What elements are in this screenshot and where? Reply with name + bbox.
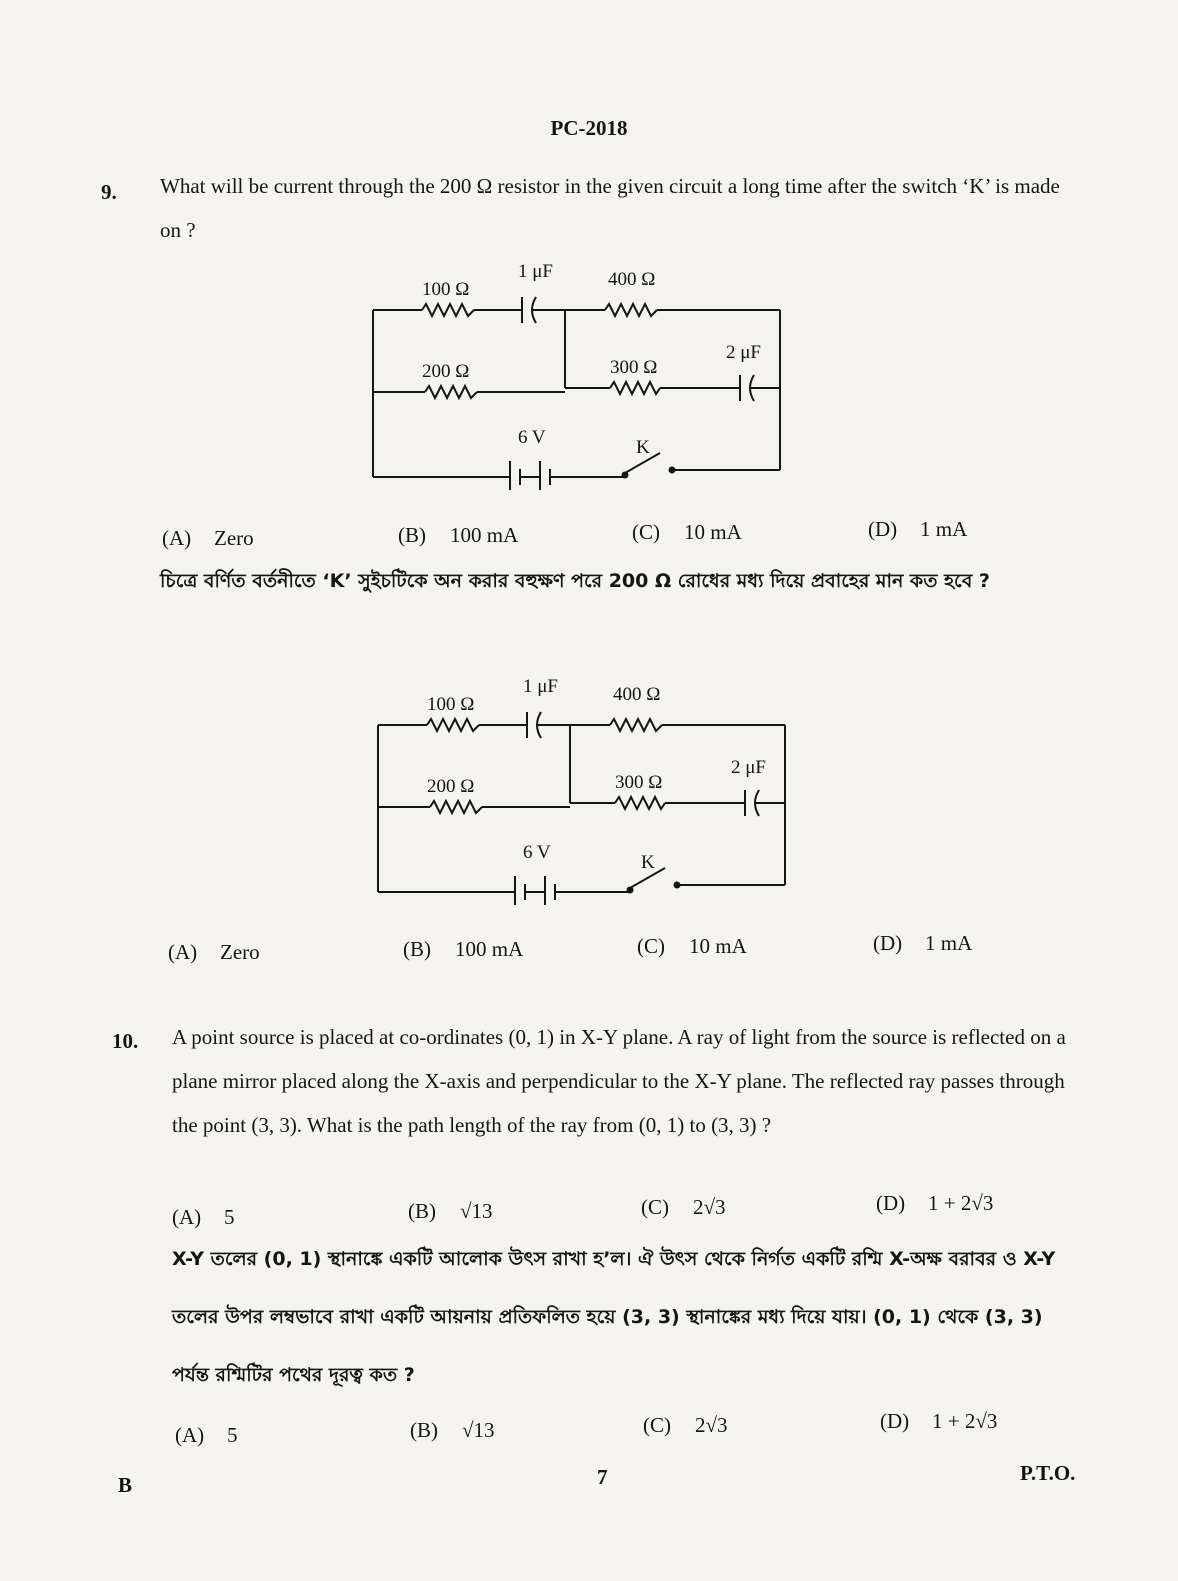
circuit-bn-label-100: 100 Ω: [427, 694, 475, 715]
circuit-en-label-1uf: 1 μF: [518, 261, 554, 282]
circuit-bn-label-k: K: [641, 852, 655, 873]
q10-en-option-d: (D) 1 + 2√3: [876, 1191, 994, 1215]
q9-en-option-b: (B) 100 mA: [398, 523, 519, 547]
circuit-en-label-400: 400 Ω: [608, 269, 656, 290]
question-9-text-en: What will be current through the 200 Ω resistor in the given circuit a long time after the switch ‘K’ is made on ?: [160, 174, 1060, 242]
circuit-bn-label-200: 200 Ω: [427, 776, 475, 797]
q9-en-option-a: (A) Zero: [162, 526, 254, 550]
circuit-bn-label-300: 300 Ω: [615, 772, 663, 793]
q10-en-option-b: (B) √13: [408, 1199, 493, 1223]
q10-bn-option-d: (D) 1 + 2√3: [880, 1409, 998, 1433]
q9-bn-option-d: (D) 1 mA: [873, 931, 973, 955]
q9-en-option-d: (D) 1 mA: [868, 517, 968, 541]
q10-bn-option-a: (A) 5: [175, 1423, 238, 1447]
q9-bn-option-a: (A) Zero: [168, 940, 260, 964]
circuit-en-label-200: 200 Ω: [422, 361, 470, 382]
circuit-bn-label-400: 400 Ω: [613, 684, 661, 705]
footer-page-number: 7: [597, 1465, 608, 1489]
circuit-en-label-6v: 6 V: [518, 427, 546, 448]
circuit-en-label-k: K: [636, 437, 650, 458]
question-9-number: 9.: [101, 180, 117, 204]
question-10-text-bn: X-Y তলের (0, 1) স্থানাঙ্কে একটি আলোক উৎস রাখা হ’ল। ঐ উৎস থেকে নির্গত একটি রশ্মি X-অক্ষ বরাবর ও X-Y তলের উপর লম্বভাবে রাখা একটি আয়নায় প্রতিফলিত হয়ে (3, 3) স্থানাঙ্কের মধ্য দিয়ে যায়। (0, 1) থেকে (3, 3) পর্যন্ত রশ্মিটির পথের দূরত্ব কত ?: [172, 1248, 1056, 1386]
q9-bn-option-c: (C) 10 mA: [637, 934, 747, 958]
circuit-diagram-bn: [365, 670, 805, 905]
q10-bn-option-b: (B) √13: [410, 1418, 495, 1442]
question-10-text-en: A point source is placed at co-ordinates (0, 1) in X-Y plane. A ray of light from the source is reflected on a plane mirror placed along the X-axis and perpendicular to the X-Y plane. The reflected ray passes through the point (3, 3). What is the path length of the ray from (0, 1) to (3, 3) ?: [172, 1025, 1066, 1137]
q9-bn-option-b: (B) 100 mA: [403, 937, 524, 961]
question-9-text-bn: চিত্রে বর্ণিত বর্তনীতে ‘K’ সুইচটিকে অন করার বহুক্ষণ পরে 200 Ω রোধের মধ্য দিয়ে প্রবাহের মান কত হবে ?: [160, 570, 990, 592]
circuit-en-label-100: 100 Ω: [422, 279, 470, 300]
footer-set-label: B: [118, 1473, 133, 1497]
circuit-en-label-2uf: 2 μF: [726, 342, 762, 363]
q9-en-option-c: (C) 10 mA: [632, 520, 742, 544]
circuit-bn-label-6v: 6 V: [523, 842, 551, 863]
page-header-code: PC-2018: [550, 116, 628, 140]
circuit-bn-label-1uf: 1 μF: [523, 676, 559, 697]
circuit-diagram-en: [360, 255, 800, 490]
q10-bn-option-c: (C) 2√3: [643, 1413, 728, 1437]
q10-en-option-c: (C) 2√3: [641, 1195, 726, 1219]
circuit-bn-label-2uf: 2 μF: [731, 757, 767, 778]
question-10-number: 10.: [112, 1029, 139, 1053]
circuit-en-label-300: 300 Ω: [610, 357, 658, 378]
q10-en-option-a: (A) 5: [172, 1205, 235, 1229]
footer-pto: P.T.O.: [1020, 1461, 1076, 1485]
